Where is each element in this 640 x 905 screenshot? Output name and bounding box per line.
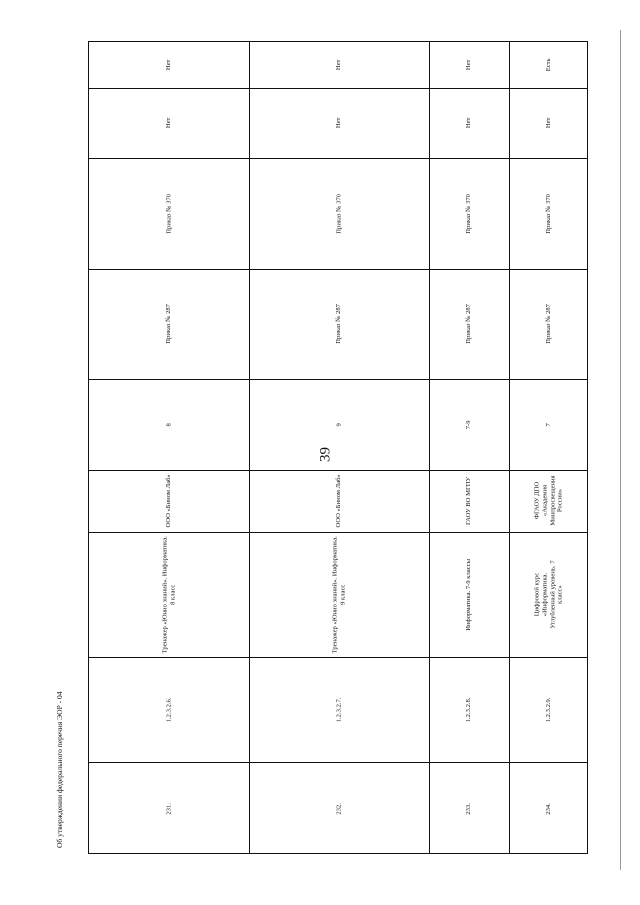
- row-number-cell: [249, 762, 429, 855]
- order-370: Приказ № 370: [335, 193, 343, 234]
- status-value: Нет: [465, 117, 473, 129]
- row-code-cell: [249, 657, 429, 762]
- status-value: Нет: [545, 117, 553, 129]
- row-number: 232.: [335, 802, 343, 815]
- status-cell: [429, 88, 509, 158]
- row-number: 234.: [545, 802, 553, 815]
- status-cell: [249, 88, 429, 158]
- organization-cell: [429, 470, 509, 532]
- status-cell: [89, 88, 249, 158]
- resource-name-cell: [89, 532, 249, 657]
- grade-cell: [509, 379, 589, 470]
- scan-edge-line: [620, 30, 621, 870]
- resource-name-cell: [509, 532, 589, 657]
- page-number: 39: [317, 447, 334, 462]
- order-287: Приказ № 287: [545, 304, 553, 344]
- status-value: Нет: [335, 117, 343, 129]
- order-287-cell: [509, 269, 589, 379]
- order-370-cell: [509, 158, 589, 269]
- status-cell: [509, 42, 589, 88]
- grade: 7-9: [465, 420, 473, 429]
- row-code-cell: [429, 657, 509, 762]
- status-value: Нет: [165, 59, 173, 71]
- organization: ГАОУ ВО МГПУ: [465, 476, 473, 526]
- eor-table: [88, 41, 588, 854]
- grade-cell: [249, 379, 429, 470]
- resource-name: Тренажер «Юнио знаний». Информатика. 9 класс: [331, 535, 346, 654]
- row-code: 1.2.3.2.7.: [335, 697, 343, 722]
- order-370-cell: [89, 158, 249, 269]
- order-287: Приказ № 287: [165, 304, 173, 344]
- status-value: Есть: [545, 58, 553, 72]
- status-value: Нет: [165, 117, 173, 129]
- row-code-cell: [89, 657, 249, 762]
- order-287-cell: [89, 269, 249, 379]
- row-code: 1.2.3.2.8.: [465, 697, 473, 722]
- organization: ООО «Бином Лаб»: [165, 474, 173, 528]
- resource-name-cell: [429, 532, 509, 657]
- status-value: Нет: [465, 59, 473, 71]
- order-370: Приказ № 370: [545, 193, 553, 234]
- resource-name-cell: [249, 532, 429, 657]
- row-number: 233.: [465, 802, 473, 815]
- organization-cell: [509, 470, 589, 532]
- status-cell: [249, 42, 429, 88]
- resource-name: Тренажер «Юнио знаний». Информатика. 8 класс: [161, 535, 176, 654]
- order-370: Приказ № 370: [165, 193, 173, 234]
- grade-cell: [429, 379, 509, 470]
- status-cell: [509, 88, 589, 158]
- row-code: 1.2.3.2.9.: [545, 697, 553, 722]
- footer-note-text: Об утверждении федерального перечня ЭОР - 04: [55, 691, 64, 848]
- organization: ООО «Бином Лаб»: [335, 474, 343, 528]
- row-number-cell: [509, 762, 589, 855]
- order-287: Приказ № 287: [465, 304, 473, 344]
- row-number-cell: [89, 762, 249, 855]
- row-code: 1.2.3.2.6.: [165, 697, 173, 722]
- organization: ФГАОУ ДПО «Академия Минпросвещения России»: [533, 475, 564, 527]
- grade: 7: [545, 422, 553, 427]
- status-cell: [89, 42, 249, 88]
- status-cell: [429, 42, 509, 88]
- grade-cell: [89, 379, 249, 470]
- status-value: Нет: [335, 59, 343, 71]
- order-287-cell: [249, 269, 429, 379]
- row-number-cell: [429, 762, 509, 855]
- resource-name: Информатика. 7-9 классы: [465, 558, 473, 631]
- grade: 8: [165, 422, 173, 427]
- order-287: Приказ № 287: [335, 304, 343, 344]
- organization-cell: [89, 470, 249, 532]
- row-code-cell: [509, 657, 589, 762]
- grade: 9: [335, 422, 343, 427]
- order-370: Приказ № 370: [465, 193, 473, 234]
- order-370-cell: [249, 158, 429, 269]
- order-370-cell: [429, 158, 509, 269]
- organization-cell: [249, 470, 429, 532]
- row-number: 231.: [165, 802, 173, 815]
- order-287-cell: [429, 269, 509, 379]
- resource-name: Цифровой курс «Информатика. Углубленный уровень. 7 класс»: [533, 560, 564, 629]
